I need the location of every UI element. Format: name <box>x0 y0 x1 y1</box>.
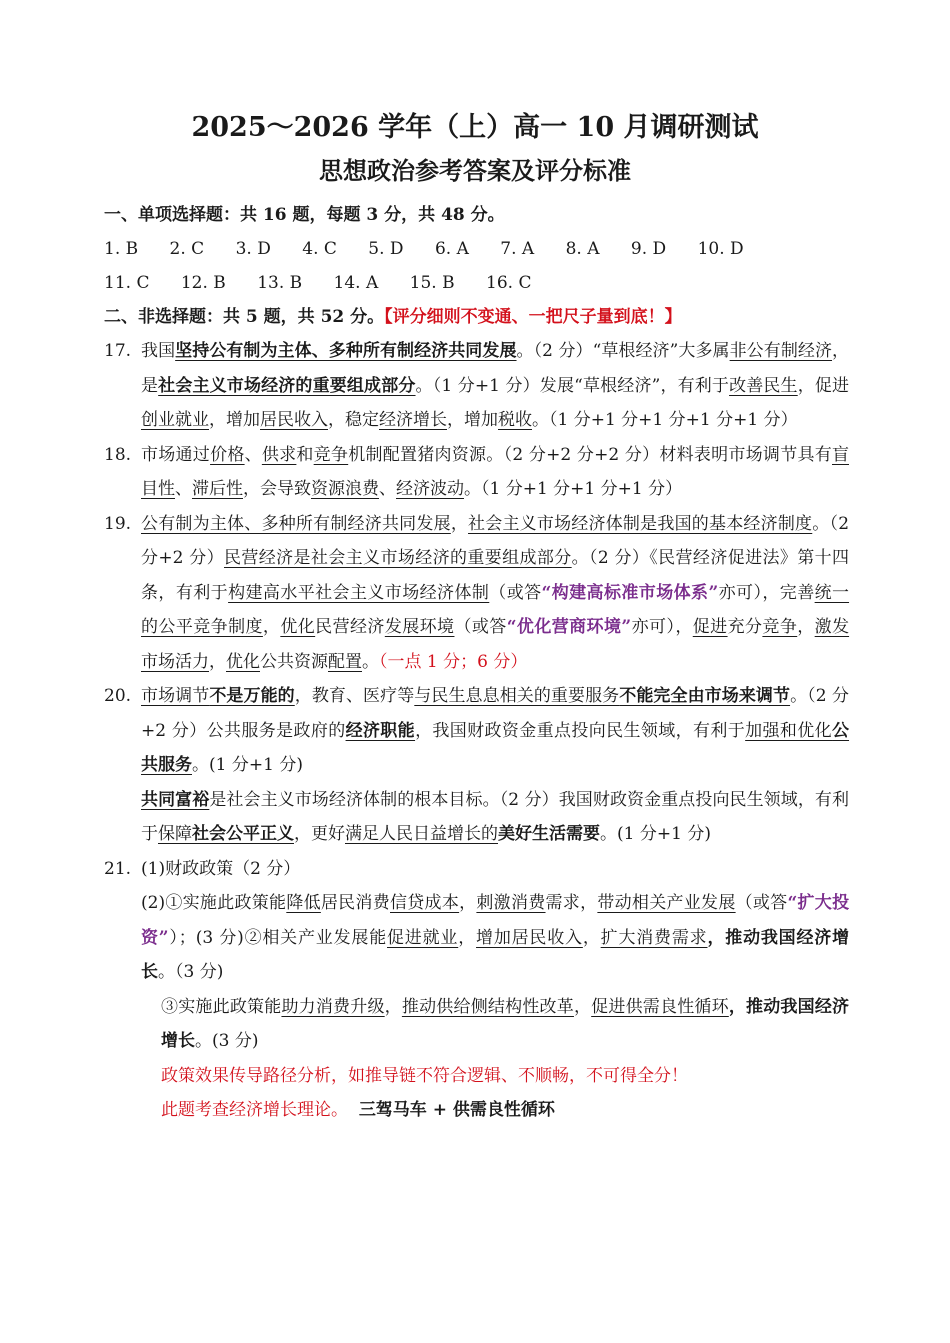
mc-answer: 13. B <box>257 273 303 293</box>
answer-text-part-2: 共同富裕是社会主义市场经济体制的根本目标。（2 分）我国财政资金重点投向民生领域，有利于保障社会公平正义，更好满足人民日益增长的美好生活需要。(1 分+1 分) <box>141 789 850 844</box>
mc-answer: 6. A <box>434 239 469 259</box>
question-17 <box>104 334 849 438</box>
question-number: 21. <box>104 858 132 879</box>
answer-text: 我国坚持公有制为主体、多种所有制经济共同发展。（2 分）“草根经济”大多属非公有制经济，是社会主义市场经济的重要组成部分。（1 分+1 分）发展“草根经济”，有利于改善民生，促进创业就业，增加居民收入，稳定经济增长，增加税收。（1 分+1 分+1 分+1 分+1 分） <box>141 341 850 430</box>
grading-note-2: 此题考查经济增长理论。 三驾马车 + 供需良性循环 <box>161 1099 555 1120</box>
page-title: 2025～2026 学年（上）高一 10 月调研测试 <box>191 112 759 143</box>
answer-text-part-2: (2)①实施此政策能降低居民消费信贷成本，刺激消费需求，带动相关产业发展（或答“扩大投资”）；(3 分)②相关产业发展能促进就业，增加居民收入，扩大消费需求，推动我国经济增长。（3 分) <box>141 893 850 982</box>
mc-answer: 7. A <box>500 239 535 259</box>
question-number: 19. <box>104 513 132 534</box>
mc-answer: 16. C <box>486 273 532 293</box>
grading-rule-note: 【评分细则不变通、一把尺子量到底！】 <box>384 307 682 327</box>
mc-answer: 3. D <box>235 239 271 259</box>
mc-answer: 1. B <box>104 239 139 259</box>
question-number: 20. <box>104 686 132 706</box>
answer-text: 市场通过价格、供求和竞争机制配置猪肉资源。（2 分+2 分+2 分）材料表明市场调节具有盲目性、滞后性，会导致资源浪费、经济波动。（1 分+1 分+1 分+1 分） <box>141 444 849 499</box>
mc-answers-row-1 <box>104 232 849 266</box>
question-18 <box>104 438 849 507</box>
question-21 <box>104 852 849 1059</box>
question-number: 17. <box>104 341 132 361</box>
section-2-title: 二、非选择题：共 5 题，共 52 分。 <box>104 307 385 327</box>
mc-answer: 9. D <box>630 239 667 259</box>
mc-answer: 8. A <box>565 239 600 259</box>
mc-answer: 12. B <box>180 273 226 293</box>
mc-answer: 2. C <box>169 239 205 259</box>
question-20 <box>104 679 849 852</box>
question-number: 18. <box>104 444 132 465</box>
question-19 <box>104 507 849 680</box>
mc-answer: 15. B <box>409 273 455 293</box>
mc-answer: 5. D <box>368 239 404 259</box>
answer-text: 公有制为主体、多种所有制经济共同发展，社会主义市场经济体制是我国的基本经济制度。（2 分+2 分）民营经济是社会主义市场经济的重要组成部分。（2 分）《民营经济促进法》第十四条，有利于构建高水平社会主义市场经济体制（或答“构建高标准市场体系”亦可），完善统一的公平竞争制度，优化民营经济发展环境（或答“优化营商环境”亦可），促进充分竞争，激发市场活力，优化公共资源配置。（一点 1 分；6 分） <box>141 513 850 672</box>
mc-answer: 14. A <box>333 273 379 293</box>
section-2-heading <box>104 300 849 334</box>
mc-answer: 10. D <box>697 239 744 259</box>
answer-text-part-3: ③实施此政策能助力消费升级，推动供给侧结构性改革，促进供需良性循环，推动我国经济增长。(3 分) <box>161 996 850 1051</box>
answer-text: 市场调节不是万能的，教育、医疗等与民生息息相关的重要服务不能完全由市场来调节。（2 分+2 分）公共服务是政府的经济职能，我国财政资金重点投向民生领域，有利于加强和优化公共服务。(1 分+1 分) <box>141 686 850 775</box>
mc-answers-row-2 <box>104 266 849 300</box>
mc-answer: 11. C <box>104 273 150 293</box>
answer-text-part-1: (1)财政政策（2 分） <box>141 858 301 879</box>
grading-note-1: 政策效果传导路径分析，如推导链不符合逻辑、不顺畅，不可得全分！ <box>161 1065 688 1086</box>
page-subtitle: 思想政治参考答案及评分标准 <box>319 156 631 185</box>
section-1-heading: 一、单项选择题：共 16 题，每题 3 分，共 48 分。 <box>104 205 505 225</box>
mc-answer: 4. C <box>302 239 337 259</box>
